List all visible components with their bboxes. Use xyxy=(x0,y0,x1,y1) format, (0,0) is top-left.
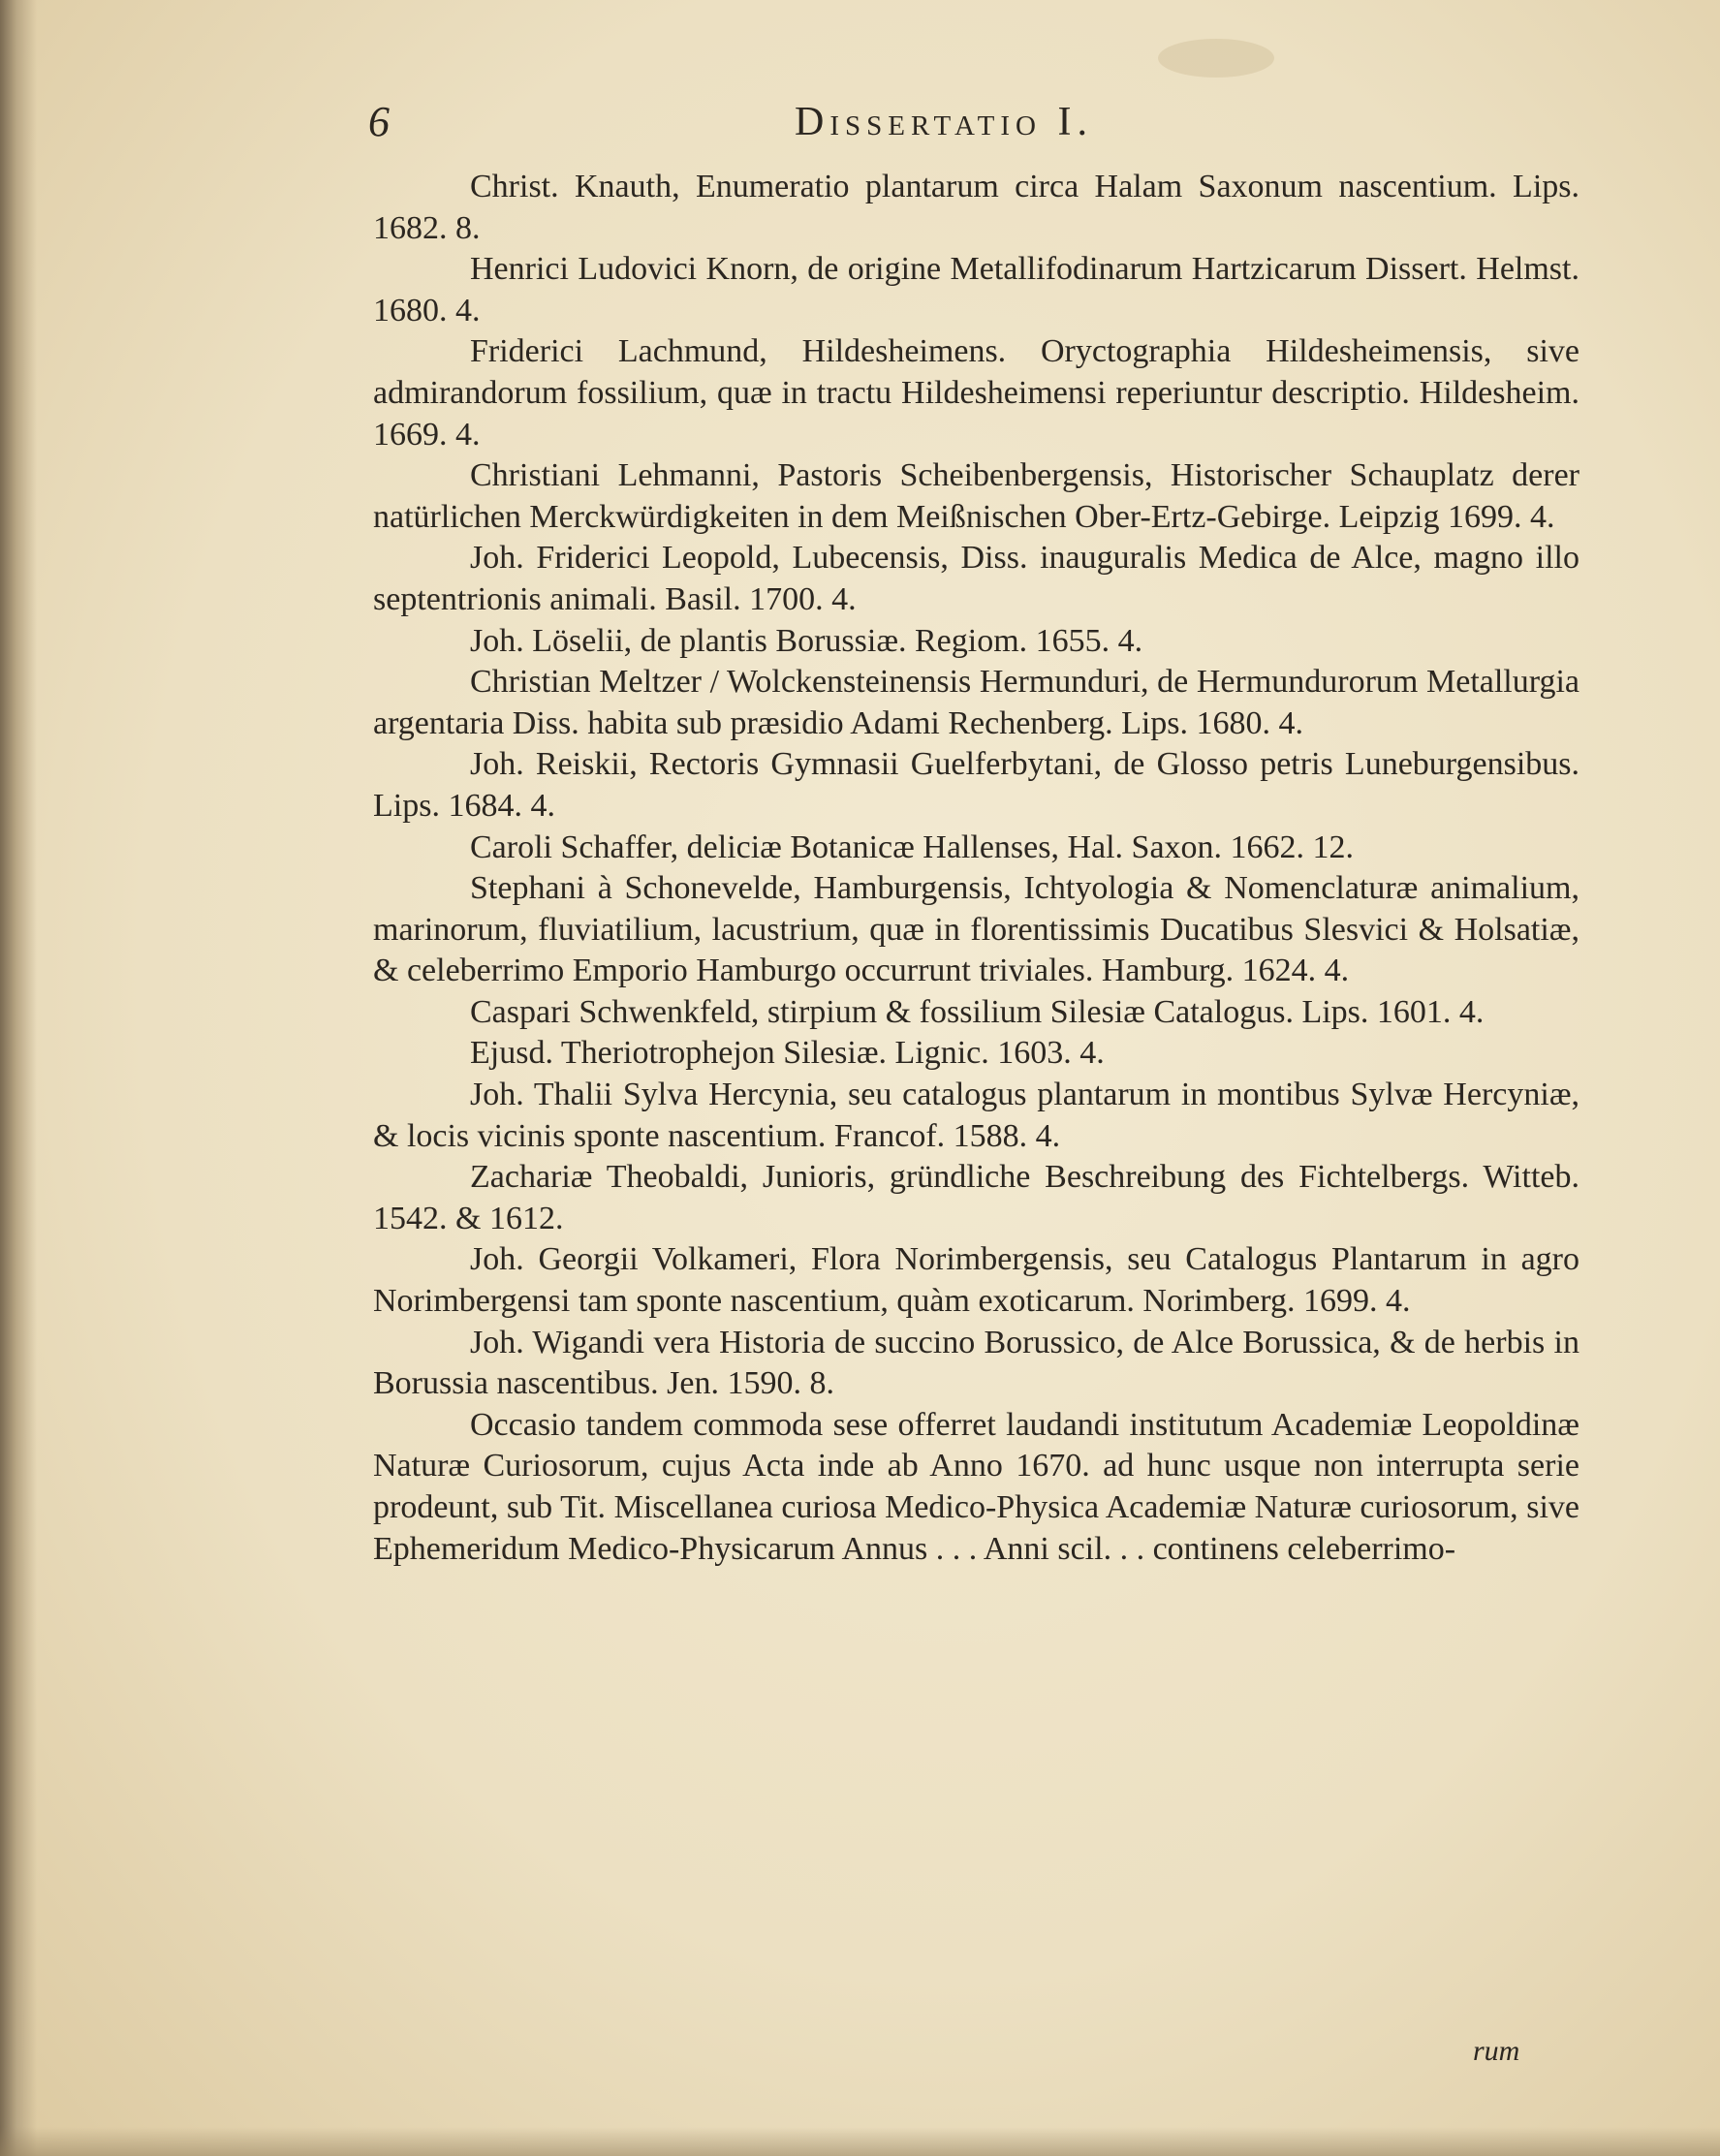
bibliography-entry: Joh. Wigandi vera Historia de succino Borussico, de Alce Borussica, & de herbis in Borussia nascentibus. Jen. 1590. 8. xyxy=(373,1324,1579,1402)
bibliography-entry: Stephani à Schonevelde, Hamburgensis, Ichtyologia & Nomenclaturæ animalium, marinorum, fluviatilium, lacustrium, quæ in florentissimis Ducatibus Slesvici & Holsatiæ, & celeberrimo Emporio Hamburgo occurrunt triviales. Hamburg. 1624. 4. xyxy=(373,870,1579,989)
page-number: 6 xyxy=(368,98,390,145)
bibliography-entry: Ejusd. Theriotrophejon Silesiæ. Lignic. 1603. 4. xyxy=(470,1035,1105,1072)
bibliography-entry: Zachariæ Theobaldi, Junioris, gründliche Beschreibung des Fichtelbergs. Witteb. 1542. & 1612. xyxy=(373,1159,1579,1236)
bibliography-entry: Joh. Thalii Sylva Hercynia, seu catalogus plantarum in montibus Sylvæ Hercyniæ, & locis vicinis sponte nascentium. Francof. 1588. 4. xyxy=(373,1077,1579,1154)
bibliography-entry: Christiani Lehmanni, Pastoris Scheibenbergensis, Historischer Schauplatz derer natürlichen Merckwürdigkeiten in dem Meißnischen Ober-Ertz-Gebirge. Leipzig 1699. 4. xyxy=(373,457,1579,535)
bibliography-entry: Christian Meltzer / Wolckensteinensis Hermunduri, de Hermundurorum Metallurgia argentaria Diss. habita sub præsidio Adami Rechenberg. Lips. 1680. 4. xyxy=(373,664,1579,741)
bibliography-list xyxy=(373,167,1579,1570)
bibliography-entry: Joh. Georgii Volkameri, Flora Norimbergensis, seu Catalogus Plantarum in agro Norimbergensi tam sponte nascentium, quàm exoticarum. Norimberg. 1699. 4. xyxy=(373,1241,1579,1320)
bibliography-entry: Caroli Schaffer, deliciæ Botanicæ Hallenses, Hal. Saxon. 1662. 12. xyxy=(470,828,1355,865)
page-bottom-shadow xyxy=(0,2127,1720,2156)
bibliography-entry: Joh. Löselii, de plantis Borussiæ. Regiom. 1655. 4. xyxy=(470,622,1143,659)
closing-paragraph: Occasio tandem commoda sese offerret laudandi institutum Academiæ Leopoldinæ Naturæ Curiosorum, cujus Acta inde ab Anno 1670. ad hunc usque non interrupta serie prodeunt, sub Tit. Miscellanea curiosa Medico-Physica Academiæ Naturæ curiosorum, sive Ephemeridum Medico-Physicarum Annus . . . Anni scil. . . continens celeberrimo- xyxy=(373,1406,1579,1567)
page-header xyxy=(368,97,1570,165)
running-title: Dissertatio I. xyxy=(795,100,1093,144)
bibliography-entry: Christ. Knauth, Enumeratio plantarum circa Halam Saxonum nascentium. Lips. 1682. 8. xyxy=(373,169,1579,246)
bibliography-entry: Henrici Ludovici Knorn, de origine Metallifodinarum Hartzicarum Dissert. Helmst. 1680. 4. xyxy=(373,251,1579,328)
bibliography-entry: Joh. Friderici Leopold, Lubecensis, Diss. inauguralis Medica de Alce, magno illo septentrionis animali. Basil. 1700. 4. xyxy=(373,540,1579,617)
bibliography-entry: Friderici Lachmund, Hildesheimens. Oryctographia Hildesheimensis, sive admirandorum fossilium, quæ in tractu Hildesheimensi reperiuntur descriptio. Hildesheim. 1669. 4. xyxy=(373,333,1579,453)
bibliography-entry: Caspari Schwenkfeld, stirpium & fossilium Silesiæ Catalogus. Lips. 1601. 4. xyxy=(470,993,1485,1030)
paper-stain xyxy=(1158,39,1274,78)
page-binding-shadow xyxy=(0,0,37,2156)
bibliography-entry: Joh. Reiskii, Rectoris Gymnasii Guelferbytani, de Glosso petris Luneburgensibus. Lips. 1684. 4. xyxy=(373,746,1579,824)
catchword: rum xyxy=(1473,2035,1520,2067)
